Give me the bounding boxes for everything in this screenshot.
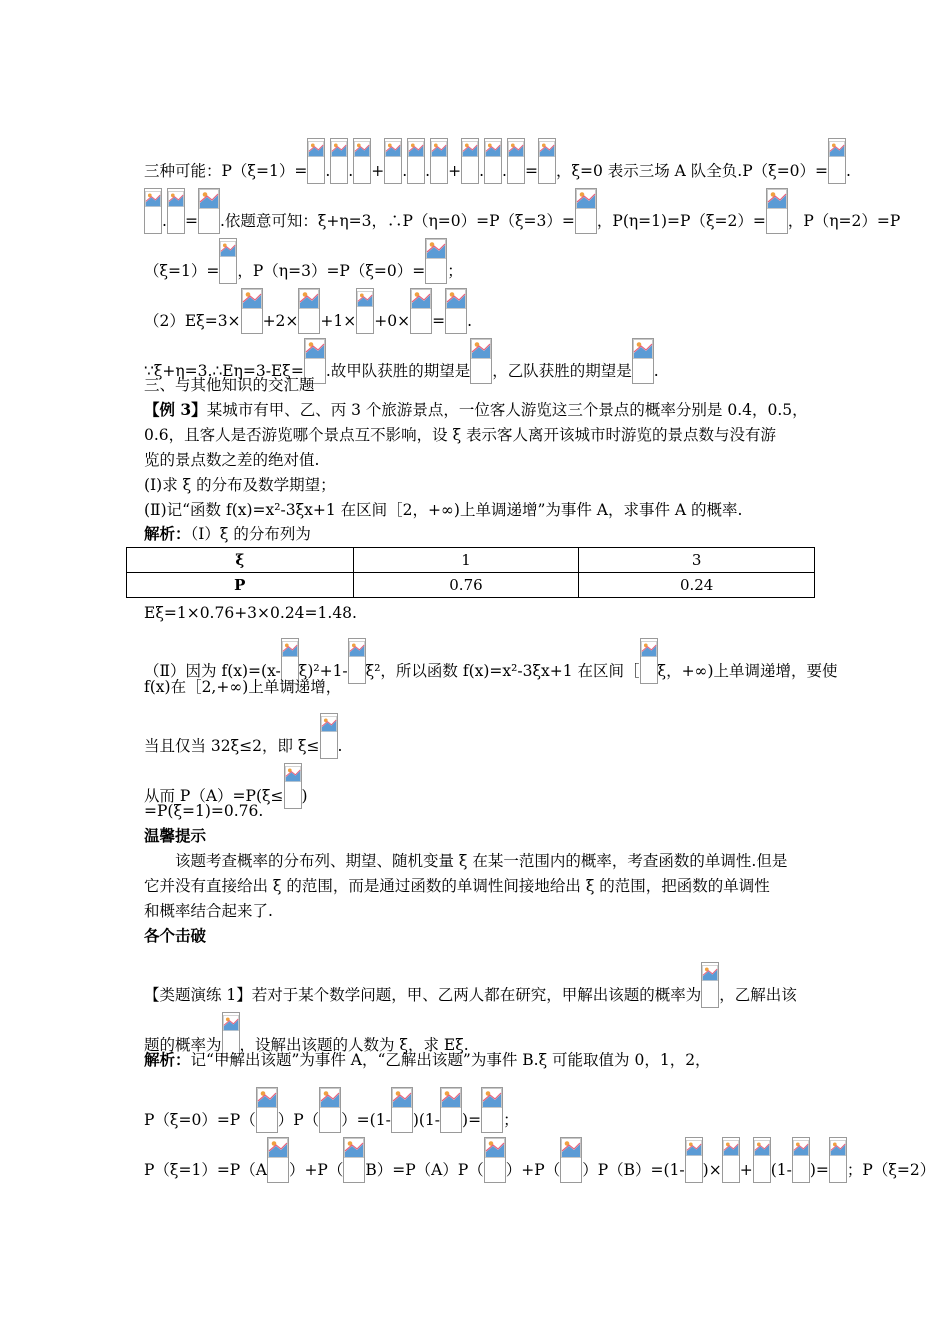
broken-image-icon xyxy=(284,763,302,809)
tip-line-3: 和概率结合起来了. xyxy=(144,902,273,920)
table-cell: ξ xyxy=(127,548,354,573)
broken-image-icon xyxy=(391,1087,413,1133)
part-2-line-1: （Ⅱ）因为 f(x)=(x- ξ)²+1- ξ²，所以函数 f(x)=x²-3ξx+1 在区间［ ξ，+∞)上单调递增，要使 xyxy=(144,638,838,684)
practice-line-1: 【类题演练 1】若对于某个数学问题，甲、乙两人都在研究，甲解出该题的概率为 ，乙解出该 xyxy=(144,962,797,1008)
broken-image-icon xyxy=(445,288,467,334)
expectation-line: Eξ=1×0.76+3×0.24=1.48. xyxy=(144,604,357,622)
broken-image-icon xyxy=(384,138,402,184)
broken-image-icon xyxy=(256,1087,278,1133)
table-cell: 0.76 xyxy=(353,573,579,598)
broken-image-icon xyxy=(481,1087,503,1133)
example-3-line-1: 【例 3】某城市有甲、乙、丙 3 个旅游景点，一位客人游览这三个景点的概率分别是 0.4，0.5， xyxy=(144,400,808,419)
broken-image-icon xyxy=(828,138,846,184)
broken-image-icon xyxy=(560,1137,582,1183)
practice-heading: 各个击破 xyxy=(144,926,207,945)
broken-image-icon xyxy=(167,188,185,234)
broken-image-icon xyxy=(430,138,448,184)
text-line-4: （2）Eξ=3× +2× +1× +0× = . xyxy=(144,288,472,334)
broken-image-icon xyxy=(440,1087,462,1133)
broken-image-icon xyxy=(484,138,502,184)
broken-image-icon xyxy=(330,138,348,184)
broken-image-icon xyxy=(348,638,366,684)
example-3-line-2: 0.6，且客人是否游览哪个景点互不影响，设 ξ 表示客人离开该城市时游览的景点数与没有游 xyxy=(144,426,777,444)
practice-line-2: 题的概率为 ，设解出该题的人数为 ξ，求 Eξ. xyxy=(144,1012,469,1058)
text-line-5: ∵ξ+η=3.∴Eη=3-Eξ= .故甲队获胜的期望是 ，乙队获胜的期望是 . xyxy=(144,338,659,384)
section-heading: 三、与其他知识的交汇题 xyxy=(144,376,315,394)
broken-image-icon xyxy=(461,138,479,184)
broken-image-icon xyxy=(144,188,162,234)
broken-image-icon xyxy=(766,188,788,234)
broken-image-icon xyxy=(425,238,447,284)
broken-image-icon xyxy=(219,238,237,284)
broken-image-icon xyxy=(575,188,597,234)
part-2-line-2: f(x)在［2,+∞)上单调递增， xyxy=(144,678,342,696)
tip-line-1: 该题考查概率的分布列、期望、随机变量 ξ 在某一范围内的概率，考查函数的单调性.但是 xyxy=(175,852,788,870)
broken-image-icon xyxy=(701,962,719,1008)
broken-image-icon xyxy=(640,638,658,684)
broken-image-icon xyxy=(298,288,320,334)
broken-image-icon xyxy=(470,338,492,384)
broken-image-icon xyxy=(507,138,525,184)
question-part-1: (Ⅰ)求 ξ 的分布及数学期望； xyxy=(144,476,336,494)
table-cell: 1 xyxy=(353,548,579,573)
question-part-2: (Ⅱ)记“函数 f(x)=x²-3ξx+1 在区间［2，+∞)上单调递增”为事件 A，求事件 A 的概率. xyxy=(144,501,743,519)
broken-image-icon xyxy=(353,138,371,184)
solution-intro: 解析：（Ⅰ）ξ 的分布列为 xyxy=(144,524,311,543)
broken-image-icon xyxy=(538,138,556,184)
broken-image-icon xyxy=(410,288,432,334)
text-line-1: 三种可能：P（ξ=1）= . . + . . + . . = ，ξ=0 表示三场 A 队全负.P（ξ=0）= . xyxy=(144,138,851,184)
text-line-3: （ξ=1）= ，P（η=3）=P（ξ=0）= ； xyxy=(144,238,463,284)
broken-image-icon xyxy=(792,1137,810,1183)
broken-image-icon xyxy=(407,138,425,184)
table-cell: 0.24 xyxy=(579,573,815,598)
broken-image-icon xyxy=(356,288,374,334)
example-3-line-3: 览的景点数之差的绝对值. xyxy=(144,451,320,469)
part-2-line-3: 当且仅当 32ξ≤2，即 ξ≤ . xyxy=(144,713,342,759)
broken-image-icon xyxy=(484,1137,506,1183)
broken-image-icon xyxy=(267,1137,289,1183)
table-cell: P xyxy=(127,573,354,598)
distribution-table xyxy=(126,547,815,598)
broken-image-icon xyxy=(632,338,654,384)
table-row xyxy=(127,548,815,573)
broken-image-icon xyxy=(722,1137,740,1183)
practice-solution-line: 解析：记“甲解出该题”为事件 A，“乙解出该题”为事件 B.ξ 可能取值为 0，1，2， xyxy=(144,1050,711,1069)
text-line-2: . = .依题意可知：ξ+η=3，∴P（η=0）=P（ξ=3）= ，P(η=1)=P（ξ=2）= ，P（η=2）=P xyxy=(144,188,900,234)
broken-image-icon xyxy=(685,1137,703,1183)
practice-p1-line: P（ξ=1）=P（A ）+P（ B）=P（A）P（ ）+P（ ）P（B）=(1- )× + (1- )= ；P（ξ=2） xyxy=(144,1137,935,1183)
broken-image-icon xyxy=(753,1137,771,1183)
part-2-line-4: 从而 P（A）=P(ξ≤ ) xyxy=(144,763,308,809)
practice-p0-line: P（ξ=0）=P（ ）P（ ）=(1- )(1- )= ； xyxy=(144,1087,519,1133)
tip-line-2: 它并没有直接给出 ξ 的范围，而是通过函数的单调性间接地给出 ξ 的范围，把函数的单调性 xyxy=(144,877,770,895)
tip-heading: 温馨提示 xyxy=(144,826,207,845)
broken-image-icon xyxy=(307,138,325,184)
table-cell: 3 xyxy=(579,548,815,573)
broken-image-icon xyxy=(241,288,263,334)
part-2-result: =P(ξ=1)=0.76. xyxy=(144,802,264,820)
table-row xyxy=(127,573,815,598)
broken-image-icon xyxy=(320,713,338,759)
broken-image-icon xyxy=(198,188,220,234)
broken-image-icon xyxy=(319,1087,341,1133)
broken-image-icon xyxy=(829,1137,847,1183)
broken-image-icon xyxy=(343,1137,365,1183)
